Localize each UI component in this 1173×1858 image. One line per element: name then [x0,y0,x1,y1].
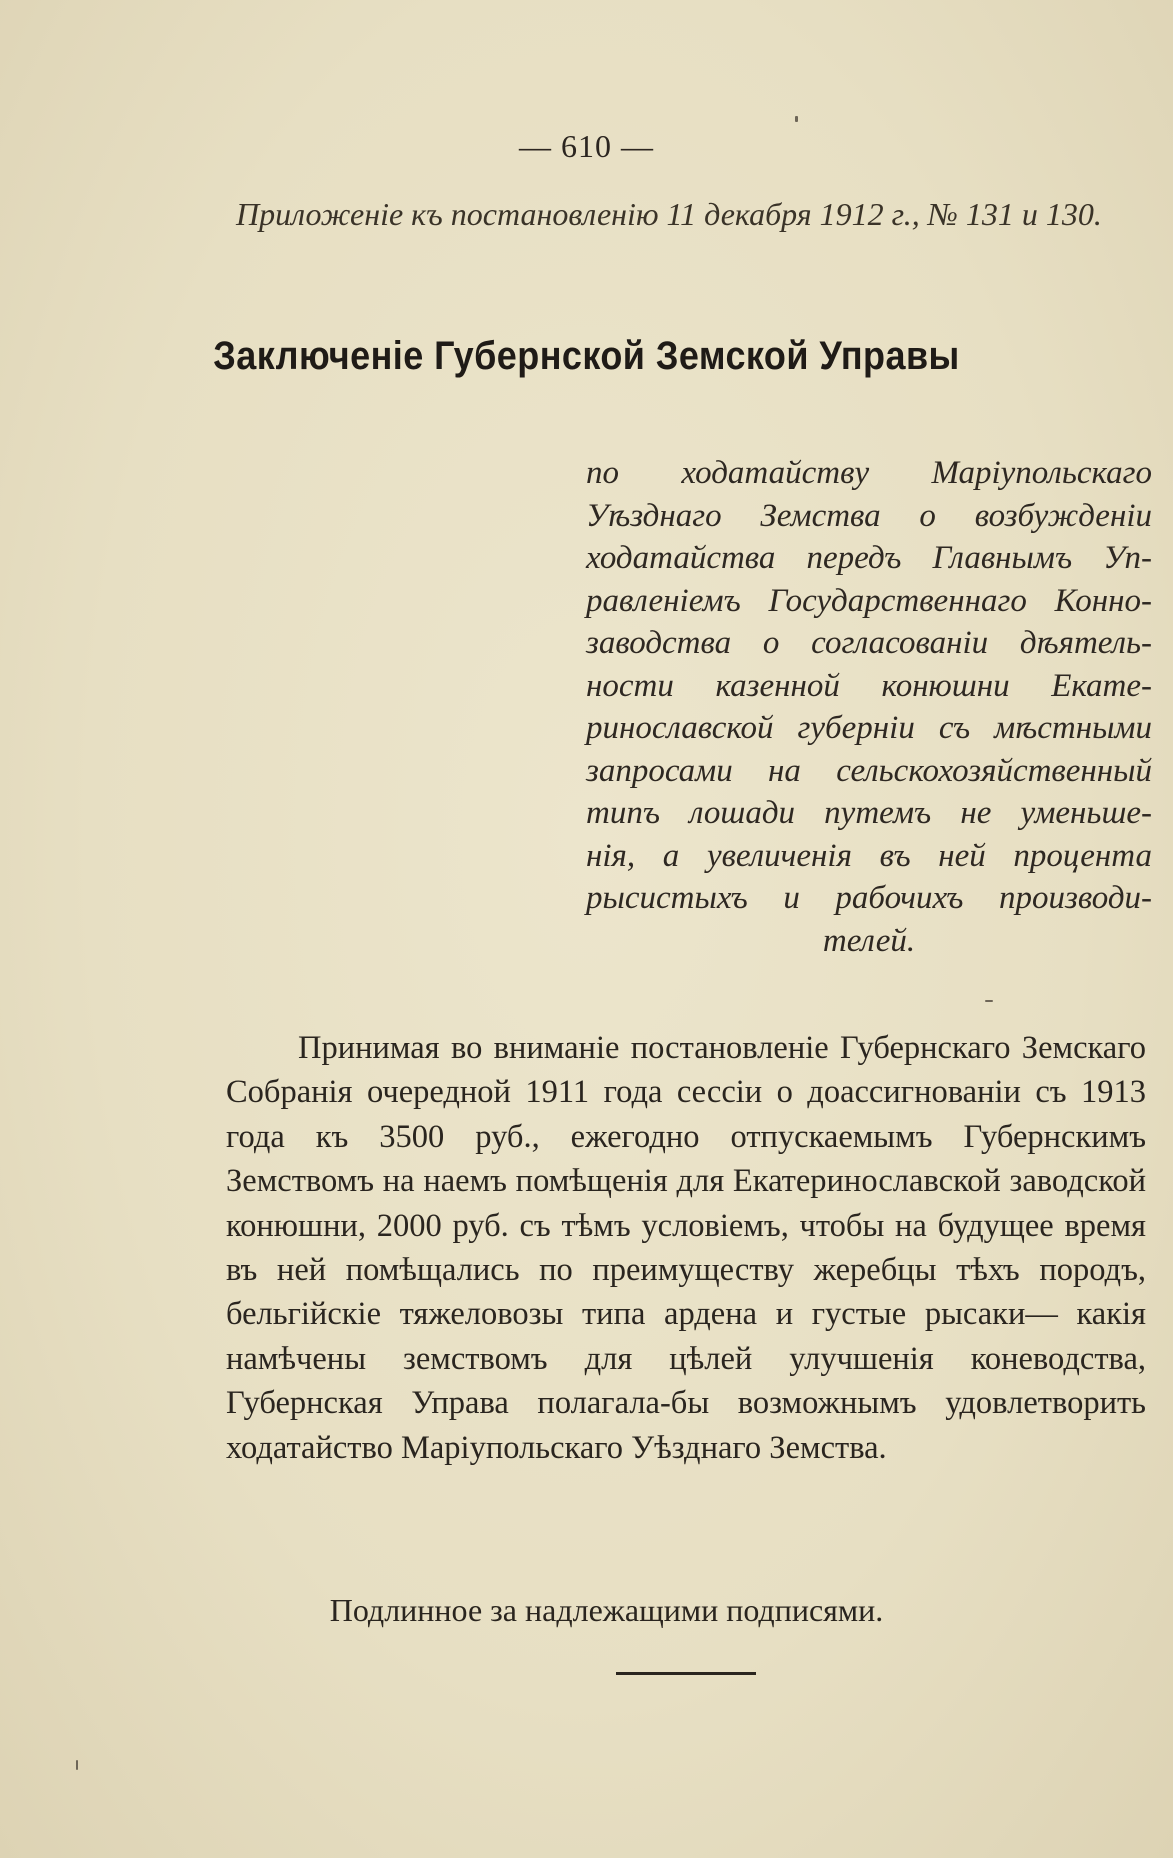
subject-line: равленiемъ Государственнаго Конно- [586,582,1152,619]
signature-note: Подлинное за надлежащими подписями. [329,1592,884,1628]
subject-line: рысистыхъ и рабочихъ производи- [586,880,1152,916]
body-paragraph-text: Принимая во вниманiе постановленiе Губернскаго Земскаго Собранiя очередной 1911 года сессiи о доассигнованiи съ 1913 года къ 3500 руб., ежегодно отпускаемымъ Губернскимъ Земствомъ на наемъ помѣщенiя для Екатеринославской заводской конюшни, 2000 руб. съ тѣмъ условiемъ, чтобы на будущее время въ ней помѣщались по преимуществу жеребцы тѣхъ породъ, бельгiйскiе тяжеловозы типа ардена и густые рысаки— какiя намѣчены земствомъ для цѣлей улучшенiя коневодства, Губернская Управа полагала-бы возможнымъ удовлетворить ходатайство Марiупольскаго Уѣзднаго Земства. [226,1030,1146,1466]
annex-caption: Приложенiе къ постановленiю 11 декабря 1912 г., № 131 и 130. [236,196,1102,232]
subject-line: ности казенной конюшни Екате- [586,667,1152,704]
print-speck [795,116,798,122]
subject-line: по ходатайству Марiупольскаго [586,455,1152,491]
subject-line: заводства о согласованiи дѣятель- [586,625,1152,661]
subject-line: Уѣзднаго Земства о возбужденiи [586,497,1152,534]
print-speck [76,1760,78,1770]
document-title: Заключенiе Губернской Земской Управы [213,334,960,378]
body-paragraph [226,1026,1146,1470]
print-speck [985,1000,993,1002]
subject-line: нiя, а увеличенiя въ ней процента [586,837,1152,874]
subject-last-line: телей. [822,922,916,959]
subject-line: запросами на сельскохозяйственный [586,752,1152,789]
subject-line: типъ лошади путемъ не уменьше- [586,795,1152,831]
closing-rule [616,1672,756,1675]
subject-block [586,452,1152,962]
subject-line: ходатайства передъ Главнымъ Уп- [586,540,1152,576]
subject-line: ринославской губернiи съ мѣстными [586,710,1152,746]
page-number: — 610 — [519,128,654,164]
